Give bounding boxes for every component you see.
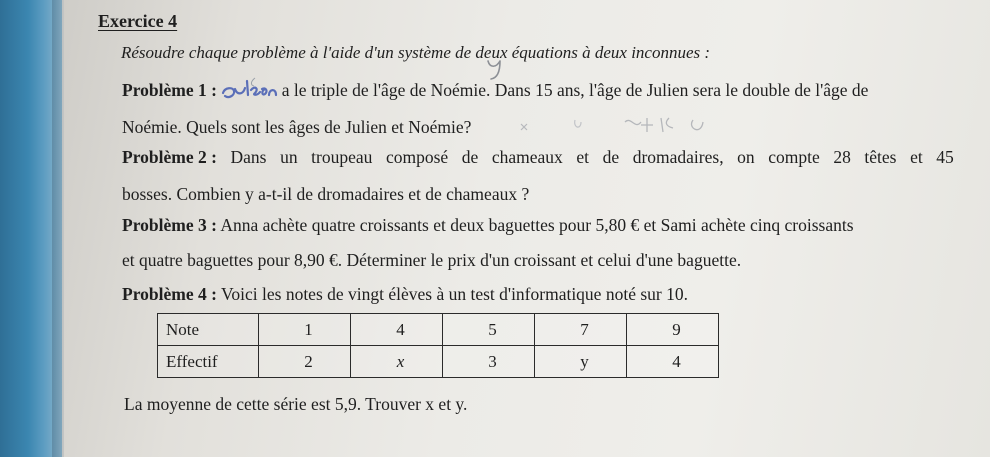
problem1-line2: Noémie. Quels sont les âges de Julien et Noémie? — [122, 117, 472, 137]
effectif-cell-unknown-y: y — [535, 346, 627, 378]
effectif-cell: 3 — [443, 346, 535, 378]
problem2-word: dromadaires, — [632, 147, 724, 167]
problem2-word: 45 — [936, 147, 954, 167]
exercise-instruction: Résoudre chaque problème à l'aide d'un système de deux équations à deux inconnues : — [121, 43, 711, 62]
problem4-line1 — [122, 283, 688, 305]
problem4-label: Problème 4 : — [122, 284, 217, 304]
note-cell: 5 — [443, 314, 535, 346]
pencil-mark-y — [482, 58, 512, 82]
problem2-word: et — [576, 147, 590, 167]
exercise-title: Exercice 4 — [98, 11, 178, 31]
problem2-word: chameaux — [491, 147, 563, 167]
problem2-word: têtes — [864, 147, 897, 167]
problem2-label: Problème 2 : — [122, 147, 217, 167]
problem1-label: Problème 1 : — [122, 80, 217, 100]
problem4-question: La moyenne de cette série est 5,9. Trouver x et y. — [124, 394, 468, 414]
note-cell: 7 — [535, 314, 627, 346]
problem1-line1 — [122, 79, 868, 101]
problem2-word: de — [461, 147, 479, 167]
table-row-notes — [158, 314, 719, 346]
problem3-text-1: Anna achète quatre croissants et deux baguettes pour 5,80 € et Sami achète cinq croissants — [220, 215, 854, 235]
pencil-scribble-x15 — [515, 110, 715, 140]
problem2-line1 — [122, 146, 954, 168]
problem2-word: on — [737, 147, 755, 167]
handwritten-name-julien — [221, 81, 277, 99]
grades-table — [157, 313, 719, 378]
problem3-line1 — [122, 214, 854, 236]
note-cell: 9 — [627, 314, 719, 346]
problem4-text-1: Voici les notes de vingt élèves à un test d'informatique noté sur 10. — [221, 284, 688, 304]
problem2-word: de — [602, 147, 620, 167]
problem2-word: 28 — [833, 147, 851, 167]
problem2-word: Dans — [230, 147, 267, 167]
row-header-note: Note — [158, 314, 259, 346]
effectif-cell: 2 — [259, 346, 351, 378]
problem2-word: compte — [768, 147, 820, 167]
problem1-text-1: a le triple de l'âge de Noémie. Dans 15 ans, l'âge de Julien sera le double de l'âge de — [281, 80, 869, 100]
problem3-line2: et quatre baguettes pour 8,90 €. Déterminer le prix d'un croissant et celui d'une baguette. — [122, 250, 742, 270]
problem2-word: un — [280, 147, 298, 167]
note-cell: 4 — [351, 314, 443, 346]
problem2-line2: bosses. Combien y a-t-il de dromadaires et de chameaux ? — [122, 184, 530, 204]
effectif-cell: 4 — [627, 346, 719, 378]
effectif-cell-unknown-x: x — [351, 346, 443, 378]
problem2-word: et — [910, 147, 923, 167]
problem2-word: troupeau — [311, 147, 373, 167]
problem3-label: Problème 3 : — [122, 215, 217, 235]
table-row-effectifs — [158, 346, 719, 378]
note-cell: 1 — [259, 314, 351, 346]
row-header-effectif: Effectif — [158, 346, 259, 378]
problem2-word: composé — [385, 147, 449, 167]
